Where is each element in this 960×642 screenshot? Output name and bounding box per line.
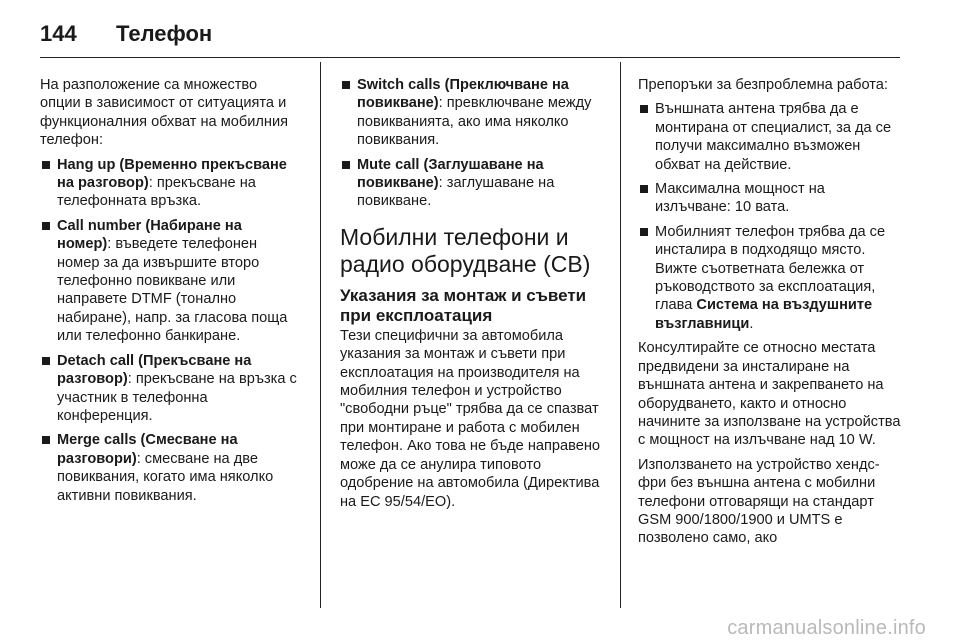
option-list bbox=[40, 156, 298, 505]
option-list bbox=[340, 76, 602, 211]
recommendation-list bbox=[638, 100, 902, 333]
option-desc: : превключване между повикванията, ако има няколко повиквания. bbox=[357, 95, 592, 149]
body-paragraph: Използването на устройство хендс-фри без външна антена с мобилни телефони отговарящи на стандарт GSM 900/1800/1900 и UMTS е позволено само, ако bbox=[638, 456, 880, 547]
list-item bbox=[40, 352, 298, 426]
bullet-icon bbox=[42, 161, 50, 169]
list-item bbox=[638, 180, 902, 217]
column-2 bbox=[340, 76, 602, 517]
recommendation-text: Външната антена трябва да е монтирана от специалист, за да се получи максимално възможен обхват на действие. bbox=[655, 101, 892, 173]
column-divider-1 bbox=[320, 62, 321, 608]
list-item bbox=[40, 431, 298, 505]
list-item bbox=[340, 76, 602, 150]
bullet-icon bbox=[640, 105, 648, 113]
bullet-icon bbox=[342, 161, 350, 169]
header-divider bbox=[40, 57, 900, 58]
bullet-icon bbox=[640, 228, 648, 236]
body-paragraph: Тези специфични за автомобила указания за монтаж и съвети при експлоатация на производителя на мобилния телефон и устройство "свободни ръце" трябва да се спазват при монтиране и работа с мобилен телефон. Ако това не бъде направено може да се анулира типовото одобрение на автомобила (Директива на ЕС 95/54/ЕО). bbox=[340, 327, 601, 510]
bullet-icon bbox=[42, 222, 50, 230]
option-term: Mute call (Заглушаване на повикване) bbox=[357, 156, 544, 192]
column-1 bbox=[40, 76, 298, 511]
option-desc: : смесване на две повиквания, когато има няколко активни повиквания. bbox=[57, 450, 274, 504]
option-desc: : прекъсване на връзка с участник в телефонна конференция. bbox=[57, 371, 297, 424]
option-term: Call number (Набиране на номер) bbox=[57, 217, 242, 253]
column-divider-2 bbox=[620, 62, 621, 608]
page-title: Телефон bbox=[116, 21, 213, 46]
cross-reference: Система на въздушните възглавници bbox=[655, 297, 873, 332]
body-paragraph: Консултирайте се относно местата предвидени за инсталиране на външната антена и закрепването на оборудването, както и относно начините за използване на устройства с мощност на излъчване над 10 W. bbox=[638, 340, 901, 449]
column-3 bbox=[638, 76, 902, 554]
recommendation-text-end: . bbox=[749, 315, 754, 332]
page-header bbox=[40, 14, 212, 54]
page-number: 144 bbox=[40, 21, 77, 46]
intro-paragraph: На разположение са множество опции в зависимост от ситуацията и функционалния обхват на мобилния телефон: bbox=[40, 77, 289, 149]
bullet-icon bbox=[640, 185, 648, 193]
bullet-icon bbox=[342, 81, 350, 89]
option-term: Merge calls (Смесване на разговори) bbox=[57, 432, 238, 467]
list-item bbox=[638, 223, 902, 333]
recommendation-text: Мобилният телефон трябва да се инсталира в подходящо място. Вижте съответната бележка от ръководството за експлоатация, глава bbox=[655, 223, 886, 314]
intro-paragraph: Препоръки за безпроблемна работа: bbox=[638, 77, 888, 93]
option-term: Detach call (Прекъсване на разговор) bbox=[57, 352, 252, 388]
bullet-icon bbox=[42, 357, 50, 365]
section-heading: Мобилни телефони и радио оборудване (CB) bbox=[340, 223, 591, 277]
recommendation-text: Максимална мощност на излъчване: 10 вата. bbox=[655, 181, 825, 216]
option-term: Switch calls (Преключване на повикване) bbox=[357, 77, 569, 112]
bullet-icon bbox=[42, 436, 50, 444]
option-desc: : прекъсване на телефонната връзка. bbox=[57, 175, 256, 210]
option-desc: : заглушаване на повикване. bbox=[357, 175, 555, 210]
list-item bbox=[340, 156, 602, 211]
option-term: Hang up (Временно прекъсване на разговор) bbox=[57, 156, 287, 192]
subsection-heading: Указания за монтаж и съвети при експлоатация bbox=[340, 285, 587, 325]
list-item bbox=[638, 100, 902, 174]
watermark-text: carmanualsonline.info bbox=[727, 617, 926, 639]
option-desc: : въведете телефонен номер за да извършите второ телефонно повикване или направете DTMF (тонално набиране), напр. за гласова поща или телефонно банкиране. bbox=[57, 236, 288, 345]
list-item bbox=[40, 156, 298, 211]
list-item bbox=[40, 217, 298, 346]
